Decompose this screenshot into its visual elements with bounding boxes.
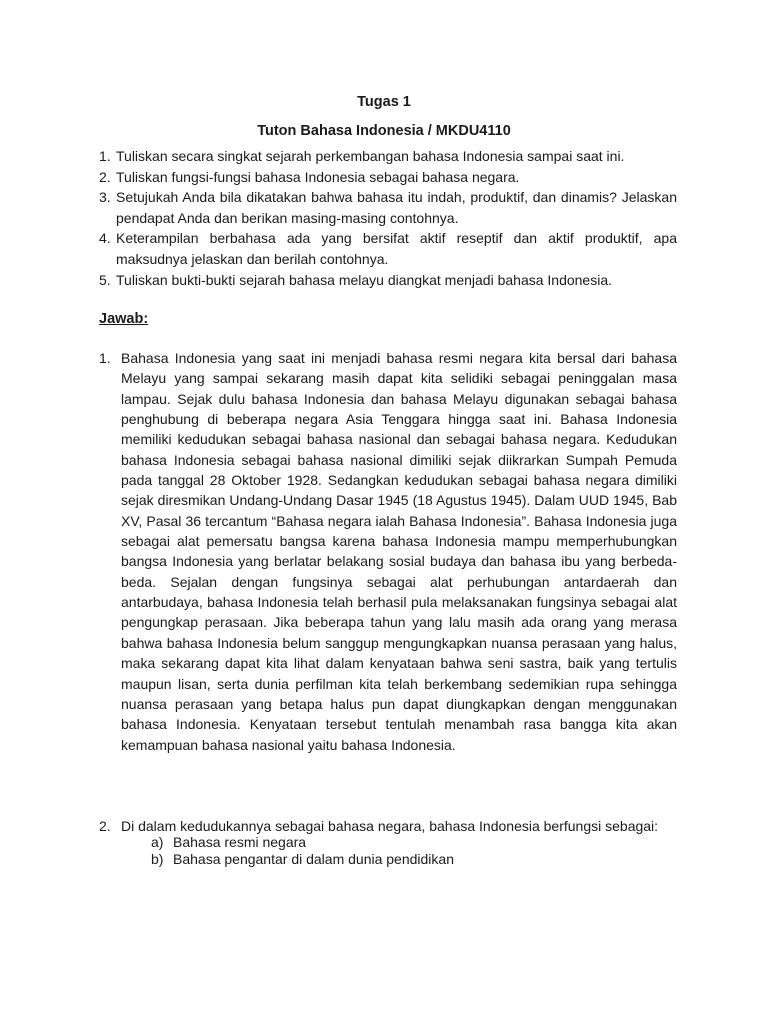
- question-item: [99, 270, 677, 291]
- question-item: [99, 228, 677, 269]
- question-number: 2.: [99, 168, 111, 185]
- document-subtitle: Tuton Bahasa Indonesia / MKDU4110: [257, 123, 511, 139]
- answer-item: [99, 348, 677, 755]
- question-item: [99, 167, 677, 188]
- sublist-label: b): [151, 851, 164, 867]
- sublist-item: [151, 834, 677, 851]
- answer-number: 2.: [99, 818, 111, 834]
- question-text: Setujukah Anda bila dikatakan bahwa bahasa itu indah, produktif, dan dinamis? Jelaskan pendapat Anda dan berikan masing-masing contohnya.: [116, 189, 677, 226]
- sublist-text: Bahasa resmi negara: [173, 834, 307, 850]
- answer-text: Bahasa Indonesia yang saat ini menjadi bahasa resmi negara kita bersal dari bahasa Melayu yang sampai sekarang masih dapat kita selidiki sebagai peninggalan masa lampau. Sejak dulu bahasa Indonesia dan bahasa Melayu digunakan sebagai bahasa penghubung di beberapa negara Asia Tenggara hingga saat ini. Bahasa Indonesia memiliki kedudukan sebagai bahasa nasional dan sebagai bahasa negara. Kedudukan bahasa Indonesia sebagai bahasa nasional dimiliki sejak diikrarkan Sumpah Pemuda pada tanggal 28 Oktober 1928. Sedangkan kedudukan sebagai bahasa negara dimiliki sejak diresmikan Undang-Undang Dasar 1945 (18 Agustus 1945). Dalam UUD 1945, Bab XV, Pasal 36 tercantum “Bahasa negara ialah Bahasa Indonesia”. Bahasa Indonesia juga sebagai alat pemersatu bangsa karena bahasa Indonesia mampu memperhubungkan bangsa Indonesia yang berlatar belakang sosial budaya dan bahasa ibu yang berbeda-beda. Sejalan dengan fungsinya sebagai alat perhubungan antardaerah dan antarbudaya, bahasa Indonesia telah berhasil pula melaksanakan fungsinya sebagai alat pengungkap perasaan. Jika beberapa tahun yang lalu masih ada orang yang merasa bahwa bahasa Indonesia belum sanggup mengungkapkan nuansa perasaan yang halus, maka sekarang dapat kita lihat dalam kenyataan bahwa seni sastra, baik yang tertulis maupun lisan, serta dunia perfilman kita telah berkembang sedemikian rupa sehingga nuansa perasaan yang betapa halus pun dapat diungkapkan dengan menggunakan bahasa Indonesia. Kenyataan tersebut tentulah menambah rasa bangga kita akan kemampuan bahasa nasional yaitu bahasa Indonesia.: [121, 350, 677, 753]
- sublist-label: a): [151, 834, 164, 850]
- answer-number: 1.: [99, 350, 111, 366]
- question-text: Tuliskan bukti-bukti sejarah bahasa melayu diangkat menjadi bahasa Indonesia.: [116, 271, 613, 288]
- question-number: 5.: [99, 271, 111, 288]
- question-item: [99, 146, 677, 167]
- question-number: 3.: [99, 189, 111, 206]
- answer-body: [121, 818, 677, 868]
- answer-item: [99, 818, 677, 868]
- question-number: 4.: [99, 230, 111, 247]
- question-text: Keterampilan berbahasa ada yang bersifat aktif reseptif dan aktif produktif, apa maksudnya jelaskan dan berilah contohnya.: [116, 230, 677, 267]
- sublist-text: Bahasa pengantar di dalam dunia pendidikan: [173, 851, 454, 867]
- question-number: 1.: [99, 148, 111, 164]
- question-text: Tuliskan secara singkat sejarah perkembangan bahasa Indonesia sampai saat ini.: [116, 148, 625, 164]
- question-item: [99, 187, 677, 228]
- document-title: Tugas 1: [357, 94, 411, 110]
- answer-sublist: [151, 834, 677, 868]
- answer-text: Di dalam kedudukannya sebagai bahasa negara, bahasa Indonesia berfungsi sebagai:: [121, 818, 659, 834]
- question-text: Tuliskan fungsi-fungsi bahasa Indonesia sebagai bahasa negara.: [116, 168, 520, 185]
- sublist-item: [151, 851, 677, 868]
- answer-heading: Jawab:: [99, 311, 149, 327]
- question-list: [99, 146, 677, 290]
